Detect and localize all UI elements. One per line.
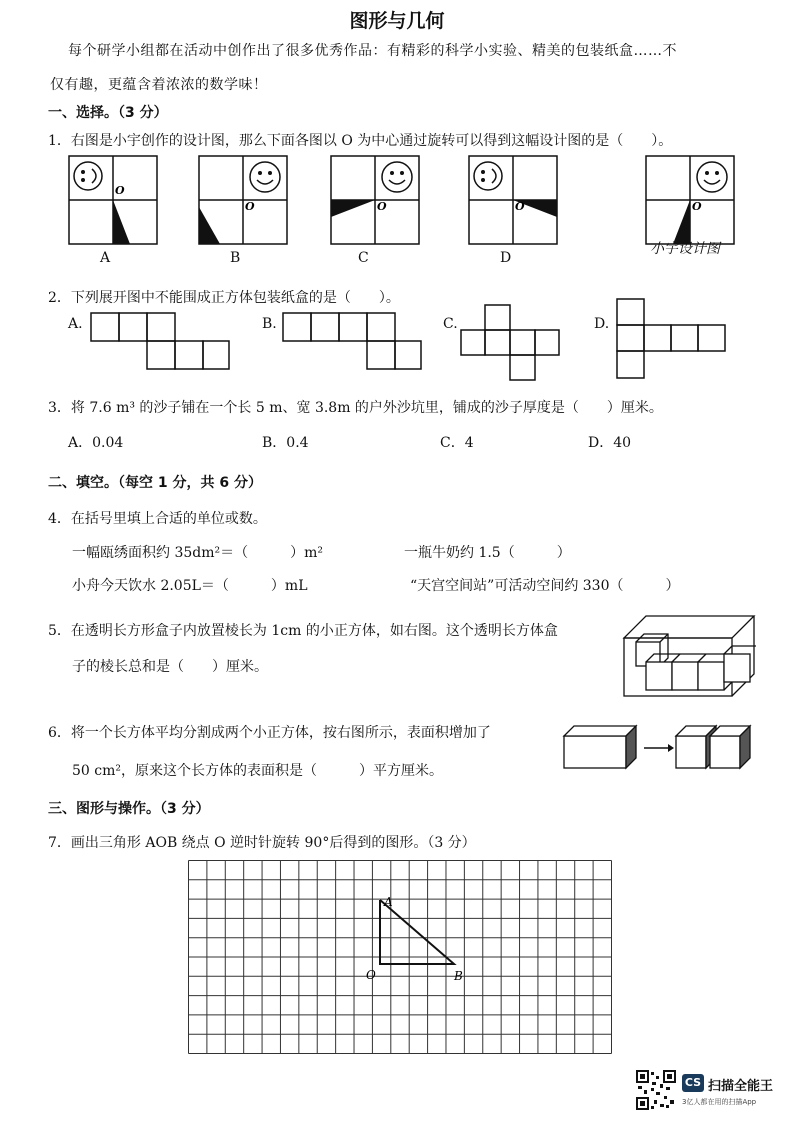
q5-line-2: 子的棱长总和是（ ）厘米。 <box>72 659 268 675</box>
q2-net-a <box>90 312 230 370</box>
label-b: B <box>454 969 463 983</box>
q2-net-d <box>616 298 726 380</box>
camscanner-logo-icon: CS <box>682 1074 704 1092</box>
q3-option-a: A．0.04 <box>68 435 124 451</box>
q3-option-b: B．0.4 <box>262 435 309 451</box>
q1-figure-c <box>330 155 420 245</box>
q2-option-c: C. <box>443 316 458 332</box>
section2-heading: 二、填空。（每空 1 分，共 6 分） <box>48 475 262 491</box>
q5-box-figure <box>622 608 758 698</box>
q2-option-b: B. <box>262 316 277 332</box>
intro-line-2: 仅有趣，更蕴含着浓浓的数学味！ <box>50 77 268 93</box>
q4-item-b: 一瓶牛奶约 1.5（ ） <box>404 545 571 561</box>
q6-cuboid-figure <box>562 724 752 772</box>
q6-line-2: 50 cm²，原来这个长方体的表面积是（ ）平方厘米。 <box>72 763 443 779</box>
q1-figure-d <box>468 155 558 245</box>
q3-option-d: D．40 <box>588 435 632 451</box>
label-o: O <box>366 968 376 982</box>
svg-text:O: O <box>245 200 255 213</box>
q7-grid[interactable] <box>188 860 612 1054</box>
qr-code-icon <box>636 1070 676 1110</box>
section1-heading: 一、选择。（3 分） <box>48 105 168 121</box>
q4-item-d: “天宫空间站”可活动空间约 330（ ） <box>410 578 680 594</box>
q1-option-d: D <box>500 250 512 266</box>
q3-text: 3．将 7.6 m³ 的沙子铺在一个长 5 m、宽 3.8m 的户外沙坑里，铺成的沙子厚度是（ ）厘米。 <box>48 400 663 416</box>
q4-text: 4．在括号里填上合适的单位或数。 <box>48 511 267 527</box>
q1-text: 1．右图是小宇创作的设计图，那么下面各图以 O 为中心通过旋转可以得到这幅设计图的是（ ）。 <box>48 133 673 149</box>
q5-line-1: 5．在透明长方形盒子内放置棱长为 1cm 的小正方体，如右图。这个透明长方体盒 <box>48 623 558 639</box>
q1-figure-a <box>68 155 158 245</box>
page-title: 图形与几何 <box>349 10 445 32</box>
svg-text:O: O <box>115 184 125 197</box>
label-a: A <box>384 895 393 909</box>
q2-option-d: D. <box>594 316 610 332</box>
q6-line-1: 6．将一个长方体平均分割成两个小正方体，按右图所示，表面积增加了 <box>48 725 491 741</box>
svg-text:O: O <box>692 200 702 213</box>
q4-item-a: 一幅瓯绣面积约 35dm²＝（ ）m² <box>72 545 324 561</box>
q3-option-c: C．4 <box>440 435 474 451</box>
svg-text:O: O <box>515 200 525 213</box>
q2-net-b <box>282 312 422 370</box>
svg-text:O: O <box>377 200 387 213</box>
q1-design-figure <box>645 155 735 245</box>
section3-heading: 三、图形与操作。（3 分） <box>48 801 210 817</box>
q2-net-c <box>460 304 560 382</box>
q7-text: 7．画出三角形 AOB 绕点 O 逆时针旋转 90°后得到的图形。（3 分） <box>48 835 476 851</box>
app-tagline: 3亿人都在用的扫描App <box>682 1098 757 1106</box>
app-name: 扫描全能王 <box>708 1079 774 1094</box>
intro-line-1: 每个研学小组都在活动中创作出了很多优秀作品：有精彩的科学小实验、精美的包装纸盒……不 <box>68 43 677 59</box>
q2-text: 2．下列展开图中不能围成正方体包装纸盒的是（ ）。 <box>48 290 400 306</box>
q1-option-a: A <box>100 250 111 266</box>
q1-option-b: B <box>230 250 241 266</box>
q1-figure-b <box>198 155 288 245</box>
q1-option-c: C <box>358 250 369 266</box>
q4-item-c: 小舟今天饮水 2.05L＝（ ）mL <box>72 578 308 594</box>
q2-option-a: A. <box>68 316 83 332</box>
q1-design-caption: 小宇设计图 <box>650 241 720 257</box>
